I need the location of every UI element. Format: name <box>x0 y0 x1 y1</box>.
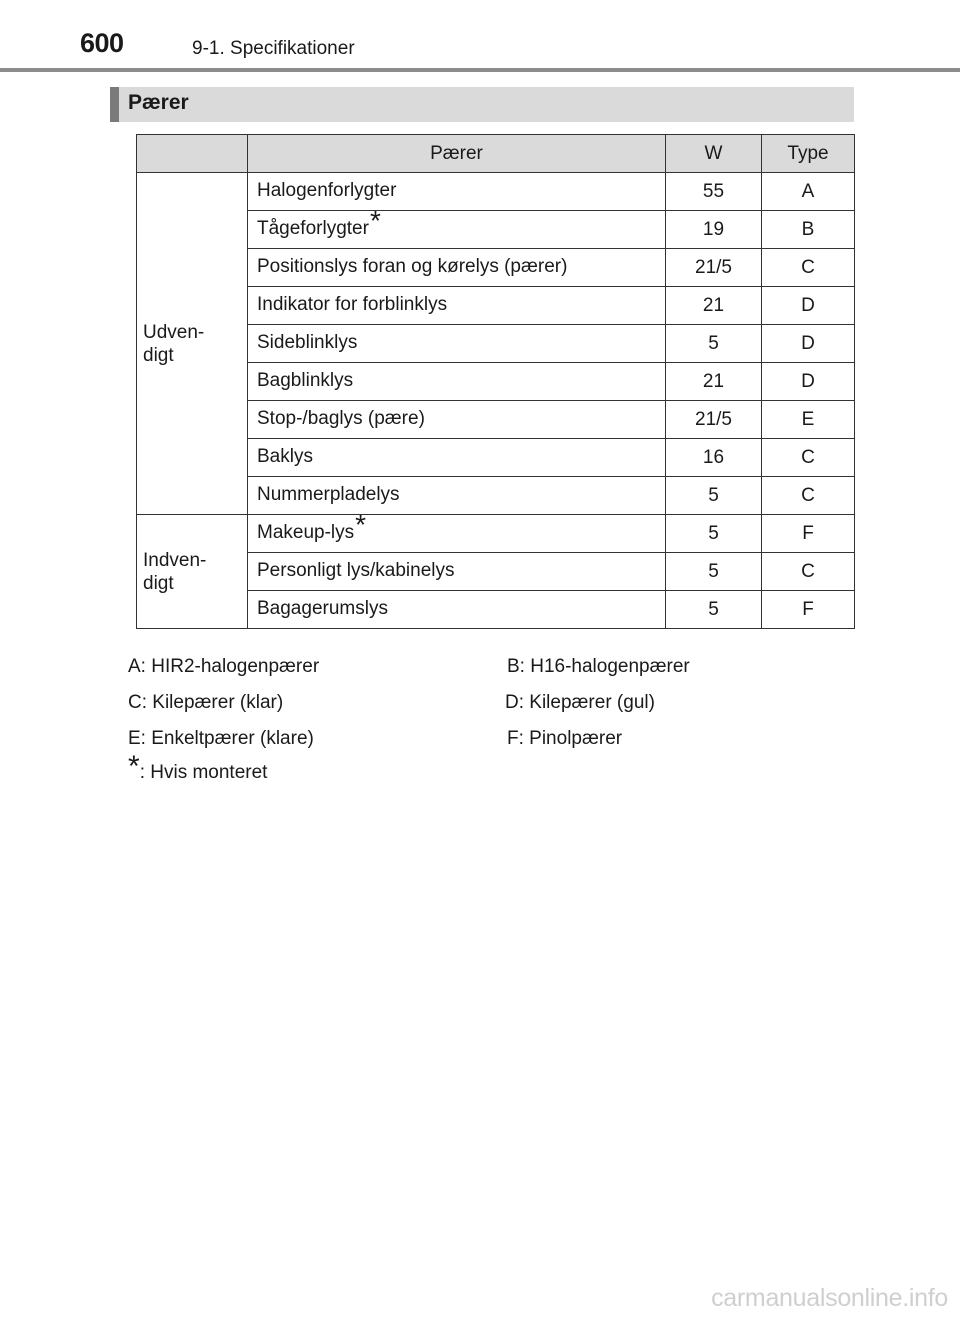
bulb-type: D <box>762 287 855 325</box>
bulb-name: Halogenforlygter <box>257 180 397 201</box>
bulb-type: F <box>762 515 855 553</box>
watermark: carmanualsonline.info <box>711 1284 948 1312</box>
section-title: Pærer <box>128 91 189 114</box>
table-header-row <box>137 135 855 173</box>
footnote-text: : Hvis monteret <box>139 762 268 783</box>
column-header-type: Type <box>762 135 855 173</box>
table-row <box>137 173 855 211</box>
legend-item-c: C: Kilepærer (klar) <box>128 692 284 713</box>
bulb-type: B <box>762 211 855 249</box>
bulb-type: C <box>762 477 855 515</box>
bulb-type: C <box>762 249 855 287</box>
bulb-name-cell <box>248 477 666 515</box>
footnote-symbol: * <box>128 750 140 783</box>
group-label-interior <box>137 515 248 629</box>
bulb-watt: 55 <box>666 173 762 211</box>
bulb-name: Positionslys foran og kørelys (pærer) <box>257 256 568 277</box>
bulb-name: Tågeforlygter <box>257 218 369 239</box>
bulb-name-cell <box>248 363 666 401</box>
bulb-table <box>136 134 855 629</box>
bulb-watt: 21/5 <box>666 249 762 287</box>
bulb-watt: 5 <box>666 477 762 515</box>
bulb-watt: 21 <box>666 363 762 401</box>
bulb-name: Baklys <box>257 446 313 467</box>
bulb-watt: 19 <box>666 211 762 249</box>
bulb-name-cell <box>248 205 666 249</box>
bulb-name-cell <box>248 287 666 325</box>
bulb-name-cell <box>248 401 666 439</box>
bulb-watt: 21/5 <box>666 401 762 439</box>
bulb-name-cell <box>248 509 666 553</box>
bulb-type: F <box>762 591 855 629</box>
group-label-line: Udven- <box>143 321 205 343</box>
table-row <box>137 515 855 553</box>
bulb-name: Indikator for forblinklys <box>257 294 448 315</box>
bulb-watt: 5 <box>666 591 762 629</box>
column-header-bulb: Pærer <box>248 135 666 173</box>
legend-item-d: D: Kilepærer (gul) <box>505 692 655 713</box>
bulb-name-cell <box>248 439 666 477</box>
bulb-watt: 5 <box>666 553 762 591</box>
bulb-name-cell <box>248 325 666 363</box>
bulb-watt: 5 <box>666 325 762 363</box>
bulb-name: Stop-/baglys (pære) <box>257 408 425 429</box>
bulb-name-cell <box>248 553 666 591</box>
bulb-type: C <box>762 439 855 477</box>
bulb-type: E <box>762 401 855 439</box>
bulb-name-cell <box>248 591 666 629</box>
column-header-watt: W <box>666 135 762 173</box>
bulb-name: Personligt lys/kabinelys <box>257 560 455 581</box>
column-header-group <box>137 135 248 173</box>
legend-item-e: E: Enkeltpærer (klare) <box>128 728 314 749</box>
group-label-line: Indven- <box>143 549 207 571</box>
header-rule <box>0 68 960 72</box>
bulb-name-cell <box>248 249 666 287</box>
bulb-name: Sideblinklys <box>257 332 358 353</box>
bulb-name: Nummerpladelys <box>257 484 400 505</box>
bulb-name: Bagagerumslys <box>257 598 388 619</box>
bulb-type: A <box>762 173 855 211</box>
legend-item-a: A: HIR2-halogenpærer <box>128 656 320 677</box>
legend-item-b: B: H16-halogenpærer <box>507 656 690 677</box>
section-bar <box>110 87 854 122</box>
bulb-name-cell <box>248 173 666 211</box>
page-number: 600 <box>80 28 124 58</box>
section-path: 9-1. Specifikationer <box>192 38 355 59</box>
footnote-marker: * <box>355 509 367 540</box>
group-label-line: digt <box>143 344 174 366</box>
bulb-name: Bagblinklys <box>257 370 354 391</box>
group-label-exterior <box>137 173 248 515</box>
footnote-marker: * <box>369 205 381 236</box>
bulb-watt: 21 <box>666 287 762 325</box>
legend-item-f: F: Pinolpærer <box>507 728 623 749</box>
footnote <box>128 750 268 784</box>
bulb-type: C <box>762 553 855 591</box>
group-label-line: digt <box>143 572 174 594</box>
bulb-type: D <box>762 325 855 363</box>
bulb-name: Makeup-lys <box>257 522 355 543</box>
bulb-watt: 16 <box>666 439 762 477</box>
bulb-type: D <box>762 363 855 401</box>
bulb-watt: 5 <box>666 515 762 553</box>
